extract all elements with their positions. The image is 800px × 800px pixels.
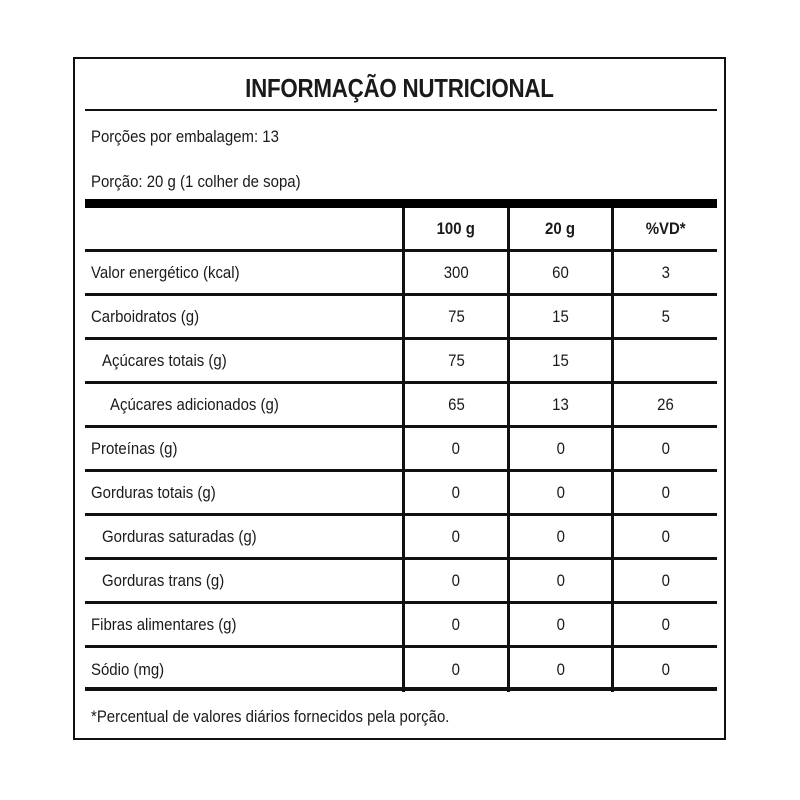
header-text: 20 g xyxy=(545,218,576,238)
nutrition-label xyxy=(73,57,726,740)
title-divider xyxy=(85,109,717,111)
footnote-text: *Percentual de valores diários fornecidos pela porção. xyxy=(91,707,450,726)
value-text: 0 xyxy=(556,526,565,546)
servings-per-package-text: Porções por embalagem: 13 xyxy=(91,127,279,146)
nutrient-name-text: Sódio (mg) xyxy=(91,660,165,679)
servings-per-package xyxy=(91,127,305,147)
value-dv xyxy=(611,648,717,692)
thick-divider xyxy=(85,199,717,208)
value-dv xyxy=(611,340,717,381)
value-text: 0 xyxy=(556,482,565,502)
value-text: 0 xyxy=(451,660,461,679)
nutrient-name xyxy=(85,384,404,425)
value-100g xyxy=(402,648,507,692)
value-100g xyxy=(402,560,507,601)
value-text: 0 xyxy=(451,482,461,502)
footnote xyxy=(91,707,498,727)
header-text: %VD* xyxy=(645,218,686,238)
nutrient-name xyxy=(85,428,404,469)
nutrient-name xyxy=(85,516,404,557)
value-text: 75 xyxy=(447,350,465,370)
table-header-row xyxy=(85,208,717,252)
value-text: 3 xyxy=(661,262,670,282)
header-cell-nutrient xyxy=(85,208,404,249)
value-serving xyxy=(507,516,611,557)
nutrient-name xyxy=(85,296,404,337)
value-serving xyxy=(507,472,611,513)
label-title-text: INFORMAÇÃO NUTRICIONAL xyxy=(245,73,554,103)
nutrient-name-text: Gorduras saturadas (g) xyxy=(102,526,257,546)
serving-size-text: Porção: 20 g (1 colher de sopa) xyxy=(91,172,301,191)
nutrient-name-text: Proteínas (g) xyxy=(91,438,178,458)
table-row xyxy=(85,252,717,296)
nutrient-name-text: Gorduras totais (g) xyxy=(91,482,216,502)
value-text: 0 xyxy=(451,570,461,590)
nutrient-name-text: Açúcares totais (g) xyxy=(102,350,227,370)
value-100g xyxy=(402,384,507,425)
table-row xyxy=(85,560,717,604)
table-row xyxy=(85,604,717,648)
value-dv xyxy=(611,472,717,513)
nutrient-name-text: Gorduras trans (g) xyxy=(102,570,225,590)
table-row xyxy=(85,428,717,472)
value-text: 13 xyxy=(552,394,569,414)
value-text: 0 xyxy=(661,570,670,590)
value-dv xyxy=(611,384,717,425)
nutrient-name-text: Fibras alimentares (g) xyxy=(91,614,237,634)
header-cell-dv xyxy=(611,208,717,249)
label-title xyxy=(75,73,724,103)
value-dv xyxy=(611,560,717,601)
value-dv xyxy=(611,428,717,469)
value-text: 0 xyxy=(661,614,670,634)
value-dv xyxy=(611,516,717,557)
value-text: 65 xyxy=(447,394,465,414)
value-serving xyxy=(507,296,611,337)
value-100g xyxy=(402,472,507,513)
value-text: 0 xyxy=(451,438,461,458)
table-row xyxy=(85,472,717,516)
serving-size xyxy=(91,172,329,192)
value-text: 0 xyxy=(451,526,461,546)
table-row xyxy=(85,516,717,560)
table-row xyxy=(85,340,717,384)
value-text: 0 xyxy=(556,660,565,679)
value-text: 0 xyxy=(661,526,670,546)
nutrient-name xyxy=(85,604,404,645)
value-serving xyxy=(507,560,611,601)
value-100g xyxy=(402,604,507,645)
value-text: 0 xyxy=(556,438,565,458)
value-100g xyxy=(402,340,507,381)
table-bottom-divider xyxy=(85,687,717,691)
value-text: 300 xyxy=(443,262,469,282)
value-text: 0 xyxy=(556,570,565,590)
value-100g xyxy=(402,296,507,337)
header-cell-100g xyxy=(402,208,507,249)
value-text: 15 xyxy=(552,306,569,326)
value-100g xyxy=(402,428,507,469)
nutrient-name xyxy=(85,648,404,692)
nutrient-name-text: Valor energético (kcal) xyxy=(91,262,240,282)
table-row xyxy=(85,648,717,692)
value-serving xyxy=(507,340,611,381)
nutrient-name-text: Açúcares adicionados (g) xyxy=(110,394,279,414)
value-text: 0 xyxy=(451,614,461,634)
value-text: 0 xyxy=(661,482,670,502)
value-serving xyxy=(507,428,611,469)
value-text: 0 xyxy=(661,660,670,679)
value-dv xyxy=(611,296,717,337)
value-100g xyxy=(402,516,507,557)
value-text: 0 xyxy=(556,614,565,634)
value-100g xyxy=(402,252,507,293)
value-serving xyxy=(507,252,611,293)
value-text: 75 xyxy=(447,306,465,326)
header-text: 100 g xyxy=(436,218,476,238)
value-text: 5 xyxy=(661,306,670,326)
table-row xyxy=(85,296,717,340)
value-serving xyxy=(507,604,611,645)
value-text: 60 xyxy=(552,262,569,282)
nutrient-name xyxy=(85,472,404,513)
nutrient-name xyxy=(85,252,404,293)
header-cell-serving xyxy=(507,208,611,249)
value-dv xyxy=(611,604,717,645)
value-text: 0 xyxy=(661,438,670,458)
value-text: 26 xyxy=(657,394,674,414)
table-row xyxy=(85,384,717,428)
value-serving xyxy=(507,384,611,425)
nutrient-name xyxy=(85,560,404,601)
value-text: 15 xyxy=(552,350,569,370)
nutrient-name-text: Carboidratos (g) xyxy=(91,306,200,326)
nutrition-table xyxy=(85,208,717,692)
value-serving xyxy=(507,648,611,692)
value-dv xyxy=(611,252,717,293)
nutrient-name xyxy=(85,340,404,381)
